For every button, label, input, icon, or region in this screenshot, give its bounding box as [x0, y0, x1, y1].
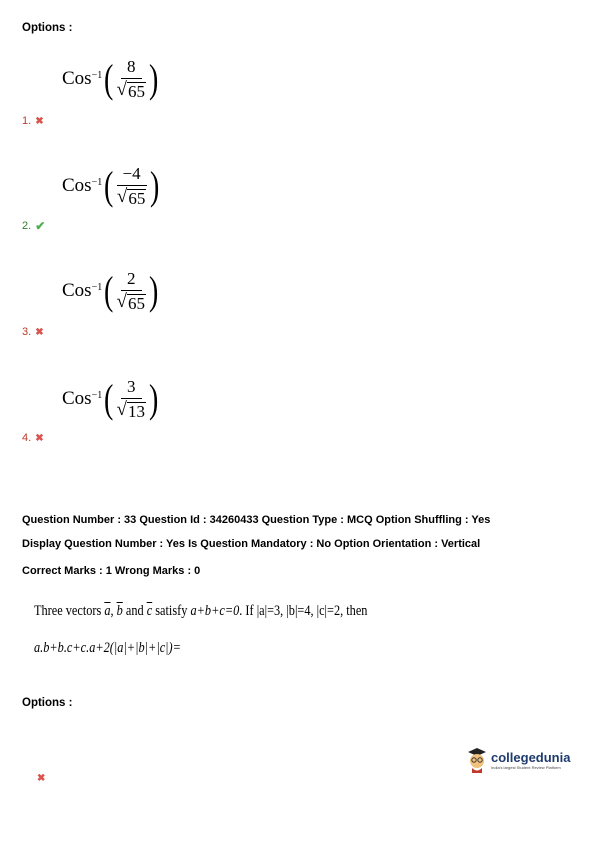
- option-marker-partial[interactable]: [37, 773, 45, 784]
- logo-wordmark: collegedunia: [491, 750, 571, 765]
- option-number: 2.: [22, 220, 32, 232]
- vector-a: $\overline{a}$: [104, 603, 111, 619]
- option-1-marker[interactable]: [22, 115, 44, 127]
- denominator: [117, 399, 146, 421]
- x-icon: ✖: [35, 115, 44, 127]
- fraction: [117, 163, 147, 208]
- question-text-line-1: Three vectors $\overline{a}$, $\overline{b}$ and $\overline{c}$ satisfy a+b+c=0. If |a|=3, |b|=4, |c|=2, then: [34, 603, 368, 619]
- then-text: then: [343, 603, 368, 619]
- x-icon: ✖: [35, 326, 44, 338]
- question-meta-line-2: Display Question Number : Yes Is Question Mandatory : No Option Orientation : Vertical: [22, 538, 481, 550]
- right-paren: ): [148, 55, 159, 101]
- numerator: 8: [121, 56, 142, 79]
- question-text-line-2: a.b+b.c+c.a+2(|a|+|b|+|c|)=: [34, 640, 181, 656]
- radicand: 65: [127, 294, 145, 313]
- options-heading: Options :: [22, 22, 73, 34]
- cos-label: Cos: [62, 174, 92, 196]
- sqrt-icon: √: [116, 291, 127, 312]
- cos-label: Cos: [62, 67, 92, 89]
- vector-b: $\overline{b}$: [116, 603, 123, 619]
- x-icon: ✖: [35, 432, 44, 444]
- option-2-marker[interactable]: [22, 219, 45, 233]
- option-number: 3.: [22, 326, 32, 338]
- magnitude-conditions: |a|=3, |b|=4, |c|=2,: [256, 603, 344, 619]
- option-3-expression: [62, 268, 160, 313]
- graduate-mascot-icon: [466, 747, 488, 773]
- fraction: [117, 376, 146, 421]
- sqrt-icon: √: [116, 186, 128, 207]
- check-icon: ✔: [35, 219, 46, 233]
- cos-label: Cos: [62, 279, 92, 301]
- vector-sum-equation: a+b+c=0: [190, 603, 240, 619]
- power-label: −1: [91, 390, 103, 401]
- option-number: 4.: [22, 432, 32, 444]
- radicand: 65: [127, 82, 145, 101]
- fraction: [117, 268, 146, 313]
- options-heading-2: Options :: [22, 697, 73, 709]
- denominator: [117, 186, 146, 208]
- radicand: 13: [127, 402, 145, 421]
- power-label: −1: [91, 70, 103, 81]
- denominator: [117, 79, 146, 101]
- if-text: . If: [239, 603, 257, 619]
- numerator: −4: [117, 163, 147, 186]
- right-paren: ): [148, 375, 159, 421]
- power-label: −1: [91, 282, 103, 293]
- fraction: [117, 56, 146, 101]
- logo-tagline: India's largest Student Review Platform: [491, 765, 561, 770]
- numerator: 3: [121, 376, 142, 399]
- right-paren: ): [149, 162, 159, 208]
- denominator: [117, 291, 146, 313]
- option-4-marker[interactable]: [22, 432, 44, 444]
- right-paren: ): [148, 267, 159, 313]
- radicand: 65: [128, 189, 146, 208]
- numerator: 2: [121, 268, 142, 291]
- left-paren: (: [104, 55, 114, 101]
- option-4-expression: [62, 376, 160, 421]
- cos-label: Cos: [62, 387, 92, 409]
- x-icon: ✖: [37, 773, 46, 784]
- question-prefix: Three vectors: [34, 603, 105, 619]
- sqrt-icon: √: [116, 399, 127, 420]
- power-label: −1: [91, 177, 103, 188]
- and-text: and: [122, 603, 147, 619]
- sqrt-icon: √: [116, 79, 127, 100]
- left-paren: (: [104, 267, 114, 313]
- option-1-expression: [62, 56, 160, 101]
- vector-c: $\overline{c}$: [146, 603, 153, 619]
- option-number: 1.: [22, 115, 32, 127]
- satisfy-text: satisfy: [152, 603, 191, 619]
- left-paren: (: [104, 375, 114, 421]
- question-meta-line-3: Correct Marks : 1 Wrong Marks : 0: [22, 565, 201, 577]
- left-paren: (: [104, 162, 114, 208]
- option-3-marker[interactable]: [22, 326, 44, 338]
- collegedunia-logo: [466, 747, 570, 773]
- question-meta-line-1: Question Number : 33 Question Id : 34260433 Question Type : MCQ Option Shuffling : Yes: [22, 514, 491, 526]
- option-2-expression: [62, 163, 161, 208]
